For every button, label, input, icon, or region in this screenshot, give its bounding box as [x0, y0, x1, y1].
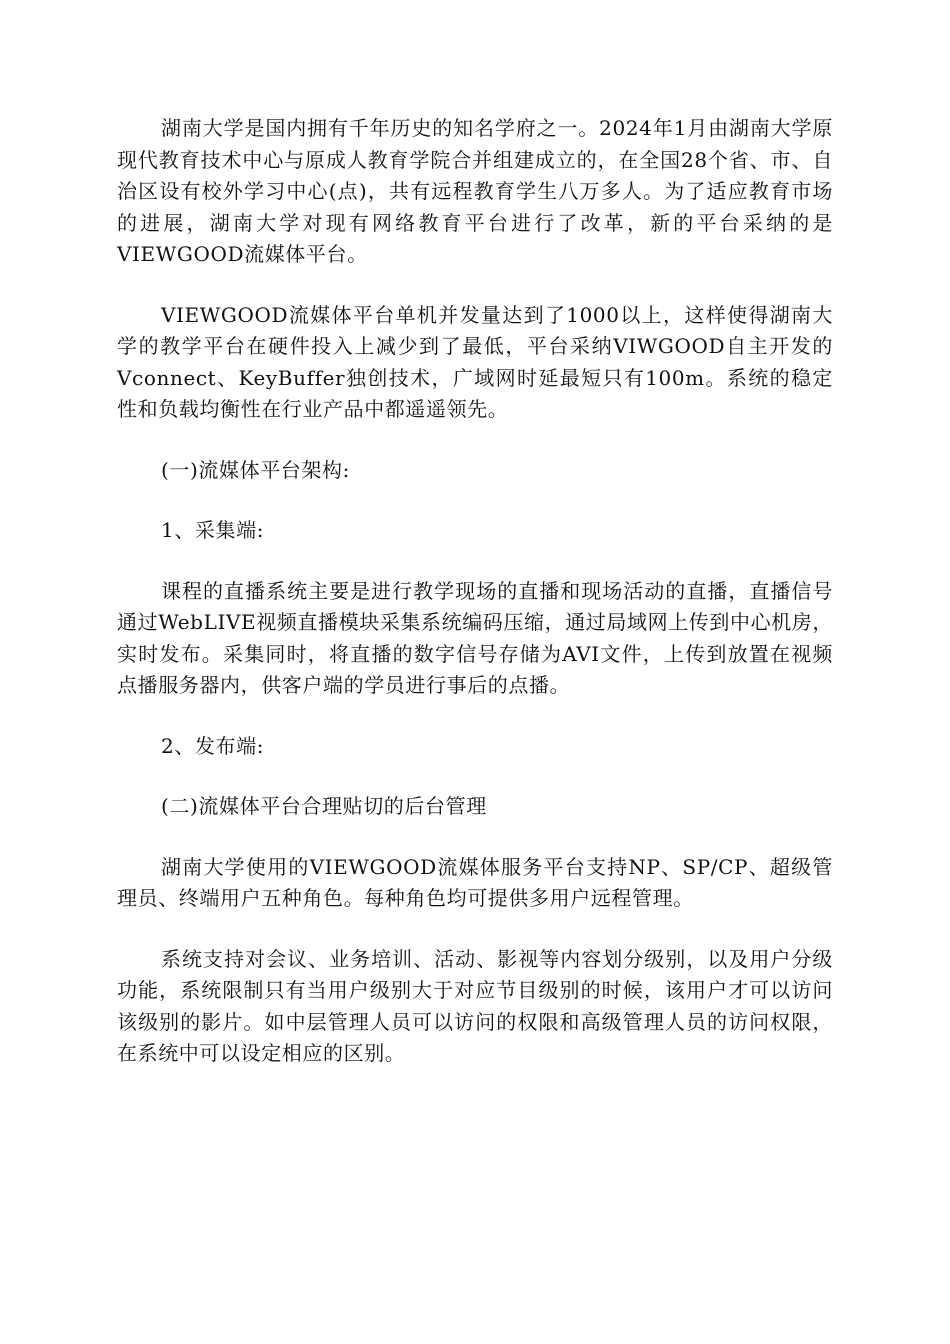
- document-page: [117, 113, 833, 1070]
- paragraph-performance: VIEWGOOD流媒体平台单机并发量达到了1000以上，这样使得湖南大学的教学平台在硬件投入上减少到了最低，平台采纳VIWGOOD自主开发的Vconnect、KeyBuffer独创技术，广域网时延最短只有100m。系统的稳定性和负载均衡性在行业产品中都遥遥领先。: [117, 302, 833, 421]
- heading-architecture: (一)流媒体平台架构:: [161, 457, 350, 482]
- paragraph-access-levels: 系统支持对会议、业务培训、活动、影视等内容划分级别，以及用户分级功能，系统限制只有当用户级别大于对应节目级别的时候，该用户才可以访问该级别的影片。如中层管理人员可以访问的权限和高级管理人员的访问权限，在系统中可以设定相应的区别。: [117, 946, 833, 1065]
- paragraph-intro: 湖南大学是国内拥有千年历史的知名学府之一。2024年1月由湖南大学原现代教育技术中心与原成人教育学院合并组建成立的，在全国28个省、市、自治区设有校外学习中心(点)，共有远程教育学生八万多人。为了适应教育市场的进展，湖南大学对现有网络教育平台进行了改革，新的平台采纳的是VIEWGOOD流媒体平台。: [117, 116, 833, 266]
- heading-capture-end: 1、采集端:: [161, 518, 265, 542]
- heading-backend-management: (二)流媒体平台合理贴切的后台管理: [161, 794, 487, 818]
- paragraph-roles: 湖南大学使用的VIEWGOOD流媒体服务平台支持NP、SP/CP、超级管理员、终端用户五种角色。每种角色均可提供多用户远程管理。: [117, 854, 833, 910]
- paragraph-capture: 课程的直播系统主要是进行教学现场的直播和现场活动的直播，直播信号通过WebLIVE视频直播模块采集系统编码压缩，通过局域网上传到中心机房，实时发布。采集同时，将直播的数字信号存储为AVI文件，上传到放置在视频点播服务器内，供客户端的学员进行事后的点播。: [117, 578, 833, 697]
- heading-publish-end: 2、发布端:: [161, 733, 265, 758]
